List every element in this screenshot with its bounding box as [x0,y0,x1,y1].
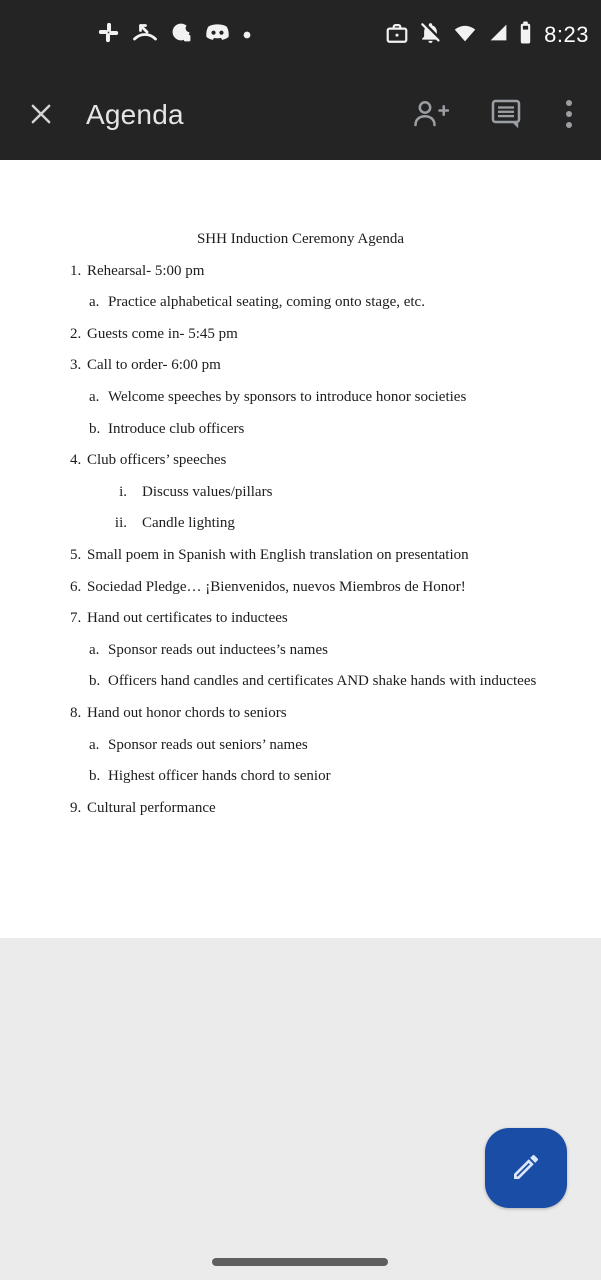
close-icon [27,100,55,131]
app-bar-actions [411,97,601,134]
person-add-icon [411,98,449,133]
notification-icons [98,22,251,49]
share-add-person-button[interactable] [411,98,449,133]
doc-line: 5. Small poem in Spanish with English translation on presentation [70,546,469,563]
doc-line: a. Sponsor reads out inductees’s names [89,641,328,658]
doc-line: a. Welcome speeches by sponsors to introduce honor societies [89,388,467,405]
status-clock: 8:23 [544,22,589,47]
wifi-icon [452,22,478,48]
slack-icon [98,22,119,48]
notifications-off-icon [419,21,442,49]
app-bar [0,70,601,160]
doc-list [0,256,601,825]
doc-line: 9. Cultural performance [70,799,216,816]
system-icons [385,21,589,49]
doc-line: a. Sponsor reads out seniors’ names [89,736,308,753]
page-title: Agenda [86,99,184,130]
battery-icon [519,21,532,49]
more-notifications-dot [243,26,251,44]
doc-line: i. Discuss values/pillars [119,483,273,500]
doc-line: 3. Call to order- 6:00 pm [70,357,221,374]
comments-button[interactable] [489,97,523,134]
comment-icon [489,97,523,134]
doc-line: 7. Hand out certificates to inductees [70,610,288,627]
doc-line: 8. Hand out honor chords to seniors [70,704,287,721]
close-button[interactable] [26,100,56,130]
edit-fab[interactable] [485,1128,567,1208]
missed-call-icon [132,22,158,49]
gesture-navigation-bar[interactable] [212,1258,388,1266]
doc-line: b. Introduce club officers [89,420,245,437]
three-dot-menu-icon [563,98,575,133]
discord-icon [205,23,230,47]
cellular-signal-icon [488,22,509,48]
document-page[interactable] [0,160,601,938]
doc-heading: SHH Induction Ceremony Agenda [196,231,405,247]
doc-line: 1. Rehearsal- 5:00 pm [70,262,205,279]
chat-app-icon [171,22,192,48]
doc-line: b. Highest officer hands chord to senior [89,768,331,785]
doc-line: b. Officers hand candles and certificates AND shake hands with inductees [89,673,537,690]
doc-line: 6. Sociedad Pledge… ¡Bienvenidos, nuevos Miembros de Honor! [70,578,466,595]
work-profile-icon [385,22,409,49]
doc-line: a. Practice alphabetical seating, coming onto stage, etc. [89,294,425,311]
edit-pencil-icon [510,1151,542,1186]
overflow-menu-button[interactable] [563,98,575,133]
doc-line: 4. Club officers’ speeches [70,452,227,469]
doc-line: 2. Guests come in- 5:45 pm [70,325,238,342]
status-bar [0,0,601,70]
doc-line: ii. Candle lighting [114,515,235,532]
